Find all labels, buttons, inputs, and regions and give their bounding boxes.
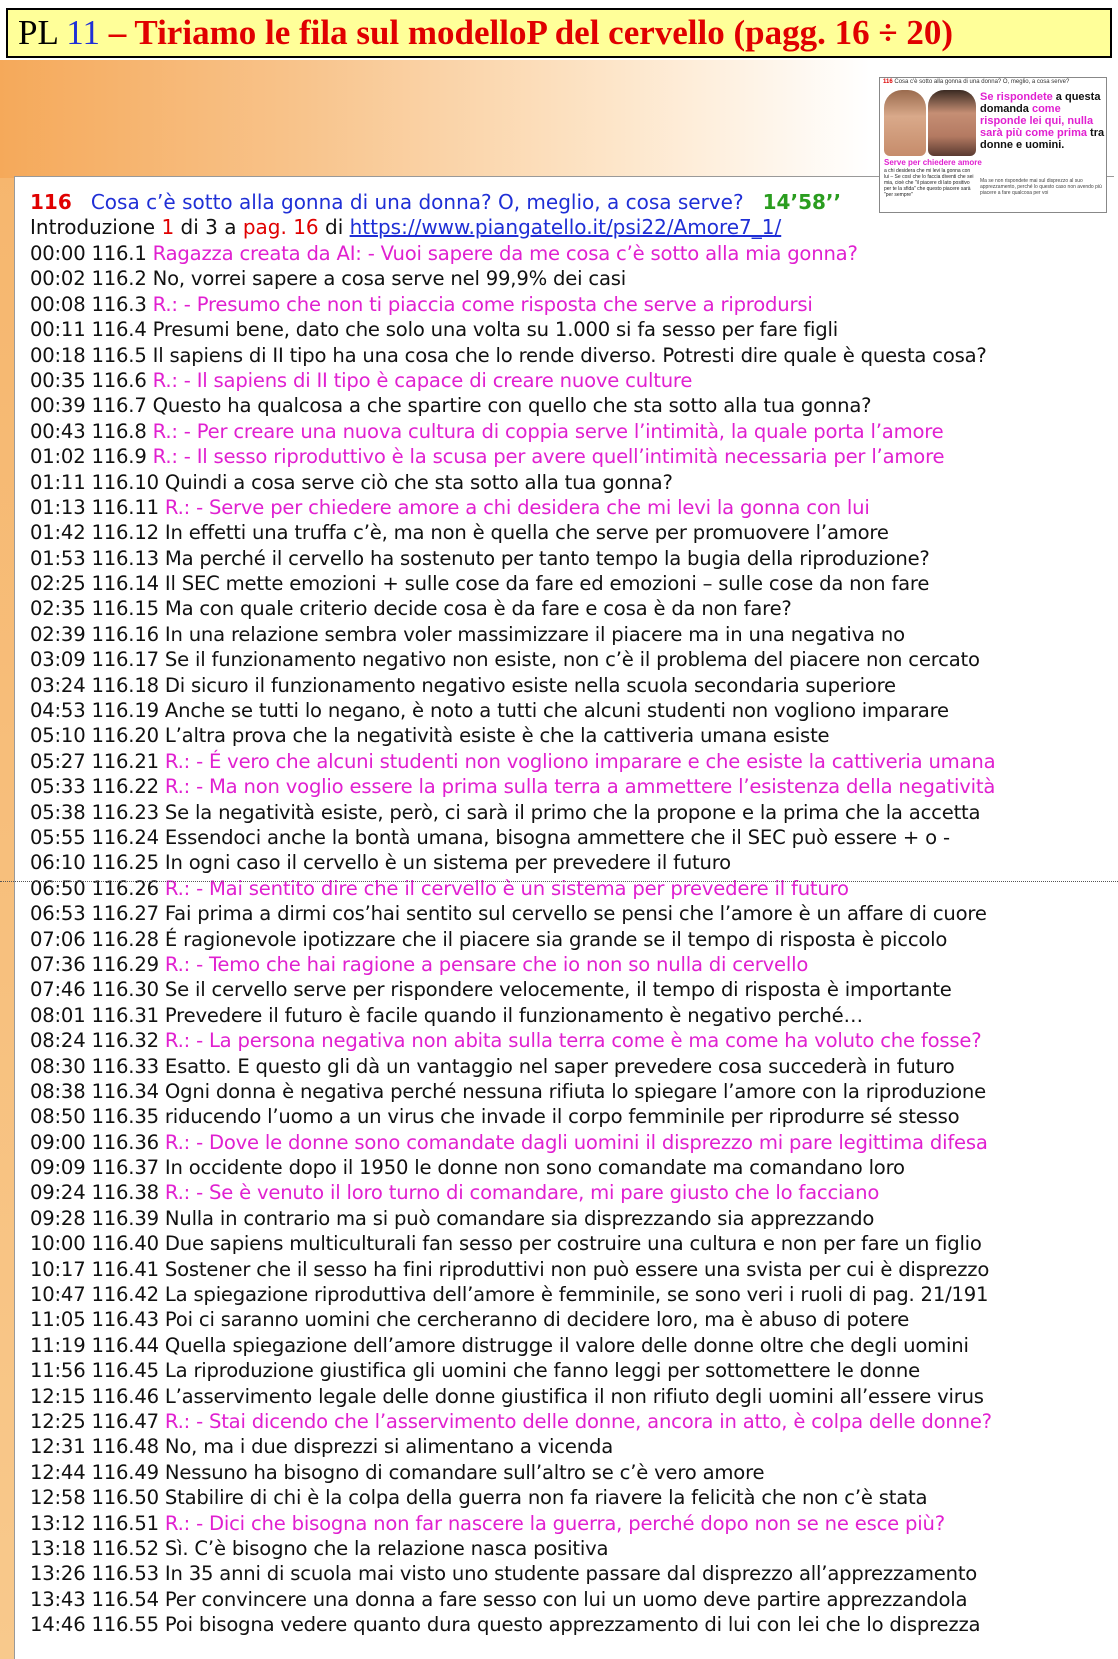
line-id: 116.39 — [91, 1206, 159, 1230]
timestamp: 12:15 — [30, 1384, 86, 1408]
line-id: 116.6 — [91, 368, 147, 392]
timestamp: 00:43 — [30, 419, 86, 443]
title-number: 11 — [66, 13, 100, 52]
line-id: 116.17 — [91, 648, 159, 672]
timestamp: 00:08 — [30, 292, 86, 316]
transcript-line — [30, 1054, 1114, 1079]
line-id: 116.45 — [91, 1359, 159, 1383]
intro-text-b: di 3 a — [174, 215, 243, 239]
line-id: 116.33 — [91, 1054, 159, 1078]
timestamp: 10:00 — [30, 1232, 86, 1256]
transcript-line — [30, 1231, 1114, 1256]
section-heading — [30, 190, 841, 215]
line-text: Nulla in contrario ma si può comandare sia disprezzando sia apprezzando — [164, 1206, 875, 1230]
line-id: 116.13 — [91, 546, 159, 570]
top-decor-band — [0, 60, 870, 178]
thumbnail-small-text: a chi desidera che mi levi la gonna con lui – Se così che lo faccia diventi che sei mia, cioè che "il piacere di lato positivo per te la sfida" che questo piacere sarà "per sempre" — [884, 168, 974, 198]
transcript-line — [30, 1130, 1114, 1155]
transcript-line — [30, 292, 1114, 317]
line-id: 116.20 — [91, 724, 159, 748]
source-link[interactable]: https://www.piangatello.it/psi22/Amore7_1/ — [349, 215, 782, 239]
timestamp: 14:46 — [30, 1613, 86, 1637]
line-text: R.: - Ma non voglio essere la prima sulla terra a ammettere l’esistenza della negatività — [164, 775, 996, 799]
intro-number: 1 — [161, 215, 175, 239]
line-id: 116.29 — [91, 952, 159, 976]
line-text: R.: - Mai sentito dire che il cervello è un sistema per prevedere il futuro — [164, 876, 849, 900]
line-id: 116.21 — [91, 749, 159, 773]
transcript-line — [30, 241, 1114, 266]
transcript-line — [30, 520, 1114, 545]
timestamp: 13:12 — [30, 1511, 86, 1535]
timestamp: 11:05 — [30, 1308, 86, 1332]
thumbnail-q1: Se rispondete — [980, 91, 1053, 103]
line-text: Se il funzionamento negativo non esiste, non c’è il problema del piacere non cercato — [164, 648, 980, 672]
thumbnail-q3: come risponde lei qui, nulla sarà più come prima — [980, 103, 1094, 139]
transcript-line — [30, 774, 1114, 799]
timestamp: 07:06 — [30, 927, 86, 951]
line-text: Quindi a cosa serve ciò che sta sotto alla tua gonna? — [164, 470, 673, 494]
line-text: Quella spiegazione dell’amore distrugge il valore delle donne oltre che degli uomini — [164, 1333, 969, 1357]
transcript-line — [30, 723, 1114, 748]
line-id: 116.40 — [91, 1232, 159, 1256]
line-id: 116.53 — [91, 1562, 159, 1586]
transcript-line — [30, 368, 1114, 393]
thumbnail-question — [980, 91, 1106, 151]
line-id: 116.38 — [91, 1181, 159, 1205]
timestamp: 01:53 — [30, 546, 86, 570]
line-text: In occidente dopo il 1950 le donne non sono comandate ma comandano loro — [164, 1156, 905, 1180]
timestamp: 08:50 — [30, 1105, 86, 1129]
transcript-line — [30, 1333, 1114, 1358]
timestamp: 00:39 — [30, 394, 86, 418]
timestamp: 01:42 — [30, 521, 86, 545]
timestamp: 05:33 — [30, 775, 86, 799]
line-text: Poi ci saranno uomini che cercheranno di decidere loro, ma è abuso di potere — [164, 1308, 910, 1332]
line-text: No, ma i due disprezzi si alimentano a vicenda — [164, 1435, 613, 1459]
transcript-line — [30, 825, 1114, 850]
line-id: 116.35 — [91, 1105, 159, 1129]
line-text: Se la negatività esiste, però, ci sarà il primo che la propone e la prima che la accetta — [164, 800, 981, 824]
line-id: 116.2 — [91, 267, 147, 291]
line-id: 116.44 — [91, 1333, 159, 1357]
line-text: Esatto. E questo gli dà un vantaggio nel saper prevedere cosa succederà in futuro — [164, 1054, 955, 1078]
timestamp: 03:24 — [30, 673, 86, 697]
line-text: Sì. C’è bisogno che la relazione nasca positiva — [164, 1536, 609, 1560]
line-text: Per convincere una donna a fare sesso con lui un uomo deve partire apprezzandola — [164, 1587, 968, 1611]
line-text: In una relazione sembra voler massimizzare il piacere ma in una negativa no — [164, 622, 905, 646]
man-portrait-image — [928, 90, 976, 156]
transcript-line — [30, 1155, 1114, 1180]
timestamp: 00:00 — [30, 242, 86, 265]
line-id: 116.12 — [91, 521, 159, 545]
line-id: 116.55 — [91, 1613, 159, 1637]
line-id: 116.25 — [91, 851, 159, 875]
transcript-line — [30, 596, 1114, 621]
intro-page: pag. 16 — [242, 215, 319, 239]
timestamp: 12:31 — [30, 1435, 86, 1459]
transcript-line — [30, 1358, 1114, 1383]
timestamp: 00:11 — [30, 318, 86, 342]
timestamp: 05:38 — [30, 800, 86, 824]
line-text: Il sapiens di II tipo ha una cosa che lo rende diverso. Potresti dire quale è questa cosa? — [152, 343, 987, 367]
line-text: R.: - Dici che bisogna non far nascere la guerra, perché dopo non se ne esce più? — [164, 1511, 945, 1535]
line-id: 116.43 — [91, 1308, 159, 1332]
transcript-line — [30, 419, 1114, 444]
timestamp: 01:02 — [30, 445, 86, 469]
transcript-line — [30, 1561, 1114, 1586]
thumbnail-q4: tra donne e uomini. — [980, 127, 1105, 151]
line-id: 116.49 — [91, 1460, 159, 1484]
section-duration: 14’58’’ — [762, 190, 842, 214]
line-text: R.: - É vero che alcuni studenti non vogliono imparare e che esiste la cattiveria umana — [164, 749, 996, 773]
transcript-line — [30, 1612, 1114, 1637]
transcript-line — [30, 901, 1114, 926]
line-id: 116.7 — [91, 394, 147, 418]
transcript-line — [30, 546, 1114, 571]
intro-text-a: Introduzione — [30, 215, 162, 239]
line-id: 116.11 — [91, 495, 159, 519]
transcript-line — [30, 393, 1114, 418]
timestamp: 06:50 — [30, 876, 86, 900]
title-text: – Tiriamo le fila sul modelloP del cervello (pagg. 16 ÷ 20) — [100, 13, 953, 52]
transcript-line — [30, 495, 1114, 520]
timestamp: 02:25 — [30, 572, 86, 596]
line-id: 116.18 — [91, 673, 159, 697]
transcript-line — [30, 266, 1114, 291]
transcript-line — [30, 800, 1114, 825]
line-id: 116.31 — [91, 1003, 159, 1027]
thumbnail-small-text-2: Ma se non rispondete mai sul disprezzo al suo apprezzamento, perché lo questo caso non avendo più piacere a fare qualcosa per voi — [980, 178, 1102, 196]
line-text: Presumi bene, dato che solo una volta su 1.000 si fa sesso per fare figli — [152, 318, 839, 342]
line-text: R.: - La persona negativa non abita sulla terra come è ma come ha voluto che fosse? — [164, 1029, 982, 1053]
title-prefix: PL — [18, 13, 67, 52]
line-text: R.: - Stai dicendo che l’asservimento delle donne, ancora in atto, è colpa delle donne? — [164, 1409, 992, 1433]
transcript-line — [30, 1485, 1114, 1510]
line-text: Ogni donna è negativa perché nessuna rifiuta lo spiegare l’amore con la riproduzione — [164, 1079, 986, 1103]
timestamp: 09:28 — [30, 1206, 86, 1230]
line-text: Questo ha qualcosa a che spartire con quello che sta sotto alla tua gonna? — [152, 394, 872, 418]
transcript-line — [30, 1028, 1114, 1053]
transcript-line — [30, 1536, 1114, 1561]
line-text: Prevedere il futuro è facile quando il funzionamento è negativo perché… — [164, 1003, 863, 1027]
timestamp: 13:43 — [30, 1587, 86, 1611]
line-id: 116.3 — [91, 292, 147, 316]
timestamp: 08:24 — [30, 1029, 86, 1053]
transcript-line — [30, 343, 1114, 368]
line-text: Nessuno ha bisogno di comandare sull’altro se c’è vero amore — [164, 1460, 765, 1484]
line-text: É ragionevole ipotizzare che il piacere sia grande se il tempo di risposta è piccolo — [164, 927, 948, 951]
timestamp: 08:38 — [30, 1079, 86, 1103]
line-id: 116.4 — [91, 318, 147, 342]
timestamp: 07:46 — [30, 978, 86, 1002]
line-id: 116.8 — [91, 419, 147, 443]
line-id: 116.9 — [91, 445, 147, 469]
line-id: 116.22 — [91, 775, 159, 799]
line-id: 116.48 — [91, 1435, 159, 1459]
section-number: 116 — [30, 190, 72, 214]
intro-line — [30, 215, 781, 240]
line-id: 116.5 — [91, 343, 147, 367]
timestamp: 09:24 — [30, 1181, 86, 1205]
line-id: 116.1 — [91, 242, 147, 265]
transcript-line — [30, 622, 1114, 647]
transcript-line — [30, 1180, 1114, 1205]
line-id: 116.19 — [91, 699, 159, 723]
line-text: Ma con quale criterio decide cosa è da fare e cosa è da non fare? — [164, 597, 792, 621]
transcript-list — [30, 241, 1114, 1637]
thumbnail-number: 116 — [883, 79, 893, 85]
line-text: Ragazza creata da AI: - Vuoi sapere da me cosa c’è sotto alla mia gonna? — [152, 242, 858, 265]
timestamp: 06:10 — [30, 851, 86, 875]
timestamp: 08:01 — [30, 1003, 86, 1027]
line-text: riducendo l’uomo a un virus che invade il corpo femminile per riprodurre sé stesso — [164, 1105, 960, 1129]
line-id: 116.15 — [91, 597, 159, 621]
timestamp: 06:53 — [30, 902, 86, 926]
transcript-line — [30, 1307, 1114, 1332]
line-id: 116.34 — [91, 1079, 159, 1103]
line-text: Fai prima a dirmi cos’hai sentito sul cervello se pensi che l’amore è un affare di cuore — [164, 902, 987, 926]
timestamp: 12:25 — [30, 1409, 86, 1433]
line-text: Poi bisogna vedere quanto dura questo apprezzamento di lui con lei che lo disprezza — [164, 1613, 981, 1637]
line-id: 116.47 — [91, 1409, 159, 1433]
line-text: L’asservimento legale delle donne giustifica il non rifiuto degli uomini all’essere virus — [164, 1384, 984, 1408]
line-text: R.: - Dove le donne sono comandate dagli uomini il disprezzo mi pare legittima difesa — [164, 1130, 988, 1154]
line-text: R.: - Temo che hai ragione a pensare che io non so nulla di cervello — [164, 952, 809, 976]
thumbnail-answer: Serve per chiedere amore — [884, 158, 982, 167]
transcript-line — [30, 977, 1114, 1002]
line-id: 116.26 — [91, 876, 159, 900]
woman-portrait-image — [884, 90, 926, 156]
line-text: Sostener che il sesso ha fini riproduttivi non può essere una svista per cui è disprezzo — [164, 1257, 990, 1281]
page-divider — [0, 881, 1118, 882]
line-text: R.: - Per creare una nuova cultura di coppia serve l’intimità, la quale porta l’amore — [152, 419, 944, 443]
timestamp: 01:13 — [30, 495, 86, 519]
line-id: 116.10 — [91, 470, 159, 494]
thumbnail-preview — [879, 77, 1107, 213]
transcript-line — [30, 876, 1114, 901]
transcript-line — [30, 673, 1114, 698]
timestamp: 05:27 — [30, 749, 86, 773]
line-id: 116.51 — [91, 1511, 159, 1535]
timestamp: 07:36 — [30, 952, 86, 976]
transcript-line — [30, 1282, 1114, 1307]
timestamp: 10:47 — [30, 1283, 86, 1307]
line-id: 116.52 — [91, 1536, 159, 1560]
transcript-line — [30, 1409, 1114, 1434]
transcript-line — [30, 1511, 1114, 1536]
line-id: 116.41 — [91, 1257, 159, 1281]
line-text: L’altra prova che la negatività esiste è che la cattiveria umana esiste — [164, 724, 830, 748]
line-id: 116.23 — [91, 800, 159, 824]
line-id: 116.24 — [91, 825, 159, 849]
timestamp: 13:26 — [30, 1562, 86, 1586]
timestamp: 00:35 — [30, 368, 86, 392]
line-text: Di sicuro il funzionamento negativo esiste nella scuola secondaria superiore — [164, 673, 896, 697]
timestamp: 08:30 — [30, 1054, 86, 1078]
line-id: 116.30 — [91, 978, 159, 1002]
line-text: Il SEC mette emozioni + sulle cose da fare ed emozioni – sulle cose da non fare — [164, 572, 930, 596]
line-text: R.: - Presumo che non ti piaccia come risposta che serve a riprodursi — [152, 292, 813, 316]
timestamp: 01:11 — [30, 470, 86, 494]
page-title — [6, 8, 1112, 58]
timestamp: 02:35 — [30, 597, 86, 621]
transcript-line — [30, 1434, 1114, 1459]
transcript-line — [30, 317, 1114, 342]
line-text: Se il cervello serve per rispondere velocemente, il tempo di risposta è importante — [164, 978, 952, 1002]
line-text: Stabilire di chi è la colpa della guerra non fa riavere la felicità che non c’è stata — [164, 1486, 928, 1510]
timestamp: 09:09 — [30, 1156, 86, 1180]
line-id: 116.42 — [91, 1283, 159, 1307]
timestamp: 13:18 — [30, 1536, 86, 1560]
section-title: Cosa c’è sotto alla gonna di una donna? O, meglio, a cosa serve? — [90, 190, 744, 214]
timestamp: 02:39 — [30, 622, 86, 646]
transcript-line — [30, 647, 1114, 672]
line-id: 116.32 — [91, 1029, 159, 1053]
transcript-line — [30, 1384, 1114, 1409]
line-text: Essendoci anche la bontà umana, bisogna ammettere che il SEC può essere + o - — [164, 825, 950, 849]
transcript-line — [30, 1587, 1114, 1612]
timestamp: 03:09 — [30, 648, 86, 672]
line-text: R.: - Serve per chiedere amore a chi desidera che mi levi la gonna con lui — [164, 495, 870, 519]
transcript-line — [30, 698, 1114, 723]
transcript-line — [30, 1257, 1114, 1282]
timestamp: 09:00 — [30, 1130, 86, 1154]
line-text: R.: - Se è venuto il loro turno di comandare, mi pare giusto che lo facciano — [164, 1181, 880, 1205]
thumbnail-header — [880, 78, 1106, 86]
line-text: La riproduzione giustifica gli uomini che fanno leggi per sottomettere le donne — [164, 1359, 920, 1383]
line-id: 116.54 — [91, 1587, 159, 1611]
line-id: 116.28 — [91, 927, 159, 951]
line-text: In ogni caso il cervello è un sistema per prevedere il futuro — [164, 851, 731, 875]
transcript-line — [30, 1104, 1114, 1129]
line-text: No, vorrei sapere a cosa serve nel 99,9% dei casi — [152, 267, 627, 291]
timestamp: 11:56 — [30, 1359, 86, 1383]
timestamp: 12:44 — [30, 1460, 86, 1484]
line-text: Ma perché il cervello ha sostenuto per tanto tempo la bugia della riproduzione? — [164, 546, 930, 570]
thumbnail-q2: a questa domanda — [980, 91, 1101, 115]
timestamp: 10:17 — [30, 1257, 86, 1281]
transcript-line — [30, 470, 1114, 495]
timestamp: 04:53 — [30, 699, 86, 723]
transcript-line — [30, 571, 1114, 596]
timestamp: 05:55 — [30, 825, 86, 849]
thumbnail-header-text: Cosa c'è sotto alla gonna di una donna? O, meglio, a cosa serve? — [894, 79, 1070, 85]
line-id: 116.36 — [91, 1130, 159, 1154]
transcript-line — [30, 850, 1114, 875]
transcript-line — [30, 749, 1114, 774]
timestamp: 05:10 — [30, 724, 86, 748]
timestamp: 00:02 — [30, 267, 86, 291]
line-id: 116.37 — [91, 1156, 159, 1180]
line-text: In effetti una truffa c’è, ma non è quella che serve per promuovere l’amore — [164, 521, 889, 545]
line-id: 116.46 — [91, 1384, 159, 1408]
line-text: Due sapiens multiculturali fan sesso per costruire una cultura e non per fare un figlio — [164, 1232, 982, 1256]
transcript-line — [30, 444, 1114, 469]
transcript-line — [30, 927, 1114, 952]
intro-text-c: di — [318, 215, 350, 239]
transcript-line — [30, 1003, 1114, 1028]
line-id: 116.16 — [91, 622, 159, 646]
left-decor-band — [0, 60, 14, 1659]
transcript-line — [30, 1079, 1114, 1104]
line-id: 116.27 — [91, 902, 159, 926]
line-id: 116.50 — [91, 1486, 159, 1510]
timestamp: 11:19 — [30, 1333, 86, 1357]
line-id: 116.14 — [91, 572, 159, 596]
line-text: Anche se tutti lo negano, è noto a tutti che alcuni studenti non vogliono imparare — [164, 699, 949, 723]
line-text: R.: - Il sesso riproduttivo è la scusa per avere quell’intimità necessaria per l’amore — [152, 445, 945, 469]
timestamp: 00:18 — [30, 343, 86, 367]
transcript-line — [30, 1460, 1114, 1485]
line-text: R.: - Il sapiens di II tipo è capace di creare nuove culture — [152, 368, 693, 392]
transcript-line — [30, 952, 1114, 977]
timestamp: 12:58 — [30, 1486, 86, 1510]
line-text: La spiegazione riproduttiva dell’amore è femminile, se sono veri i ruoli di pag. 21/191 — [164, 1283, 989, 1307]
transcript-line — [30, 1206, 1114, 1231]
line-text: In 35 anni di scuola mai visto uno studente passare dal disprezzo all’apprezzamento — [164, 1562, 978, 1586]
